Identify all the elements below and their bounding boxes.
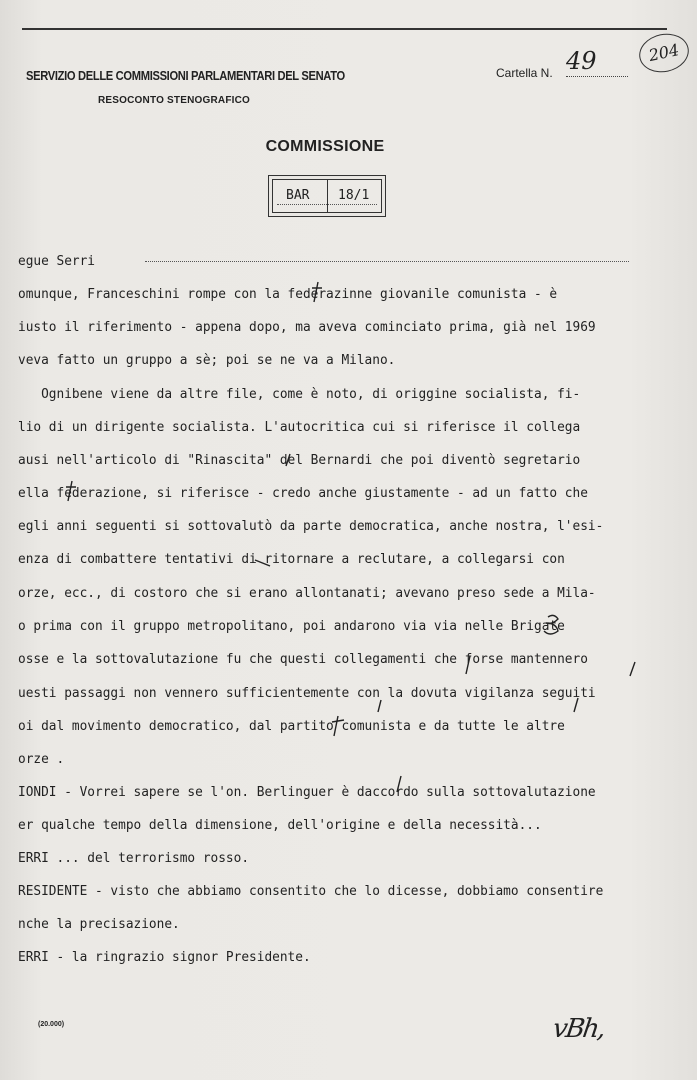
text-line: nche la precisazione. [18, 917, 180, 932]
text-line: egli anni seguenti si sottovalutò da parte democratica, anche nostra, l'esi- [18, 519, 604, 534]
correction-mark [66, 481, 76, 501]
text-line: lio di un dirigente socialista. L'autocritica cui si riferisce il collega [18, 420, 581, 435]
text-line: veva fatto un gruppo a sè; poi se ne va a Milano. [18, 353, 396, 368]
correction-mark [332, 716, 344, 736]
text-line: RESIDENTE - visto che abbiamo consentito che lo dicesse, dobbiamo consentire [18, 884, 604, 899]
text-line: enza di combattere tentativi di ritornare a reclutare, a collegarsi con [18, 552, 565, 567]
text-line: egue Serri [18, 254, 96, 269]
correction-mark [255, 560, 270, 566]
text-line: ERRI ... del terrorismo rosso. [18, 851, 250, 866]
cartella-label: Cartella N. [496, 66, 553, 80]
text-line: osse e la sottovalutazione fu che questi collegamenti che forse mantennero [18, 652, 588, 667]
text-line: er qualche tempo della dimensione, dell'origine e della necessità... [18, 818, 542, 833]
text-line: o prima con il gruppo metropolitano, poi andarono via via nelle Brigate [18, 619, 565, 634]
header-subtitle: RESOCONTO STENOGRAFICO [98, 95, 251, 106]
text-line: oi dal movimento democratico, dal partito comunista e da tutte le altre [18, 719, 565, 734]
footer-code: (20.000) [38, 1021, 65, 1028]
correction-mark [312, 282, 322, 302]
code-left: BAR [286, 188, 310, 203]
text-line: orze . [18, 752, 65, 767]
cartella-number: 49 [566, 48, 628, 77]
page-stamp: 204 [636, 29, 693, 77]
correction-mark [466, 656, 470, 674]
text-line: IONDI - Vorrei sapere se l'on. Berlinguer è daccordo sulla sottovalutazione [18, 785, 596, 800]
correction-mark [397, 776, 401, 792]
commission-title: COMMISSIONE [265, 138, 385, 155]
code-right: 18/1 [338, 188, 370, 203]
text-line: ausi nell'articolo di "Rinascita" del Bernardi che poi diventò segretario [18, 453, 581, 468]
text-line: uesti passaggi non vennero sufficientemente con la dovuta vigilanza seguiti [18, 686, 596, 701]
text-line: ella federazione, si riferisce - credo anche giustamente - ad un fatto che [18, 486, 588, 501]
text-line: iusto il riferimento - appena dopo, ma aveva cominciato prima, già nel 1969 [18, 320, 596, 335]
signature: vBh, [550, 1014, 606, 1044]
text-line: omunque, Franceschini rompe con la federazinne giovanile comunista - è [18, 287, 558, 302]
header-title: SERVIZIO DELLE COMMISSIONI PARLAMENTARI DEL SENATO [26, 68, 345, 83]
correction-mark [378, 700, 381, 712]
text-line: orze, ecc., di costoro che si erano allontanati; avevano preso sede a Mila- [18, 586, 596, 601]
text-line: ERRI - la ringrazio signor Presidente. [18, 950, 311, 965]
correction-mark [574, 698, 578, 712]
correction-mark [630, 662, 635, 676]
text-line: Ognibene viene da altre file, come è noto, di origgine socialista, fi- [18, 387, 581, 402]
correction-mark [544, 615, 558, 634]
correction-mark [286, 454, 290, 466]
